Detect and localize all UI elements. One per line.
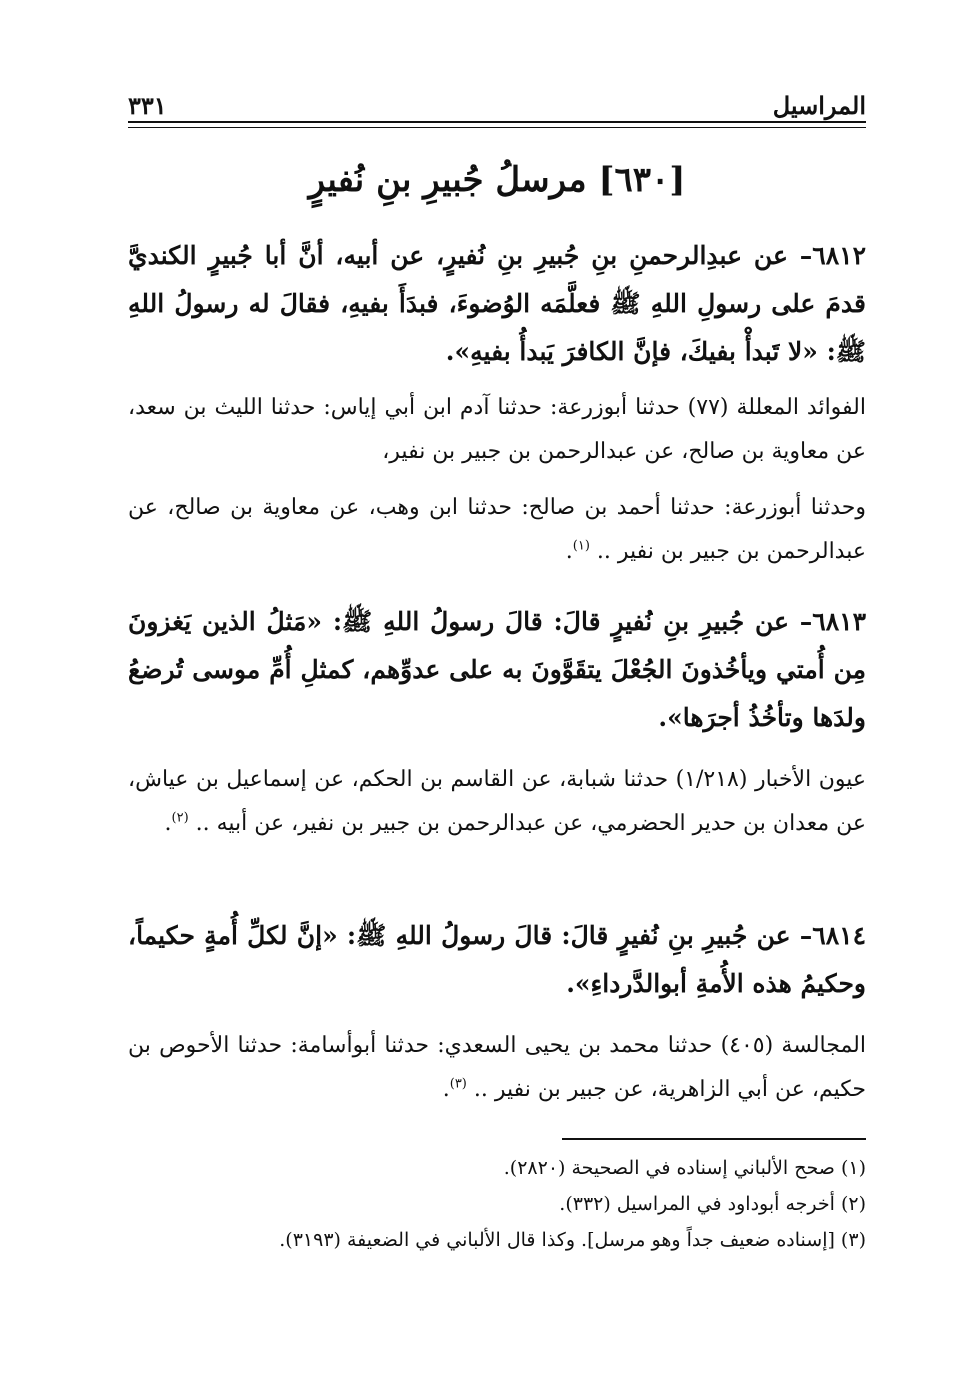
source-body: عيون الأخبار (١/٢١٨) حدثنا شبابة، عن القاسم بن الحكم، عن إسماعيل بن عياش، عن معدان بن حدير الحضرمي، عن عبدالرحمن بن جبير بن نفير، عن أبيه .. — [128, 767, 867, 836]
hadith-text: ٦٨١٢– عن عبدِالرحمنِ بنِ جُبيرِ بنِ نُفيرٍ، عن أبيه، أنَّ أبا جُبيرٍ الكنديَّ قدمَ على رسولِ اللهِ ﷺ فعلَّمَه الوُضوءَ، فبدَأَ بفيهِ، فقالَ له رسولُ اللهِ ﷺ: «لا تَبدأْ بفيكَ، فإنَّ الكافرَ يَبدأُ بفيهِ». — [128, 241, 866, 366]
running-title: المراسيل — [772, 91, 866, 120]
footnote: (١) صحح الألباني إسناده في الصحيحة (٢٨٢٠). — [503, 1157, 866, 1179]
footnote-separator — [562, 1138, 866, 1140]
footnote-ref: (٣) — [449, 1076, 467, 1092]
page-number: ٣٣١ — [128, 91, 167, 120]
chapter-title: [٦٣٠] مرسلُ جُبيرِ بنِ نُفيرٍ — [308, 160, 686, 200]
footnote: (٢) أخرجه أبوداود في المراسيل (٣٣٢). — [559, 1193, 866, 1215]
footnote-ref: (١) — [572, 538, 590, 554]
header-rule-thick — [128, 121, 866, 123]
running-header — [128, 84, 866, 120]
source-body: المجالسة (٤٠٥) حدثنا محمد بن يحيى السعدي: حدثنا أبوأسامة: حدثنا الأحوص بن حكيم، عن أبي الزاهرية، عن جبير بن نفير .. — [128, 1033, 866, 1102]
hadith-text: ٦٨١٣– عن جُبيرِ بنِ نُفيرٍ قالَ: قالَ رسولُ اللهِ ﷺ: «مَثلُ الذين يَغزونَ مِن أُمتي ويأخُذونَ الجُعْلَ يتقَوَّونَ به على عدوِّهم، كمثلِ أُمِّ موسى تُرضعُ ولدَها وتأخُذُ أجرَها». — [128, 607, 866, 732]
source-text: المجالسة (٤٠٥) حدثنا محمد بن يحيى السعدي: حدثنا أبوأسامة: حدثنا الأحوص بن حكيم، عن أبي الزاهرية، عن جبير بن نفير .. $^{(٣)}$. — [128, 1033, 866, 1102]
footnotes — [128, 1150, 866, 1258]
source-text: وحدثنا أبوزرعة: حدثنا أحمد بن صالح: حدثنا ابن وهب، عن معاوية بن صالح، عن عبدالرحمن بن جبير بن نفير .. $^{(١)}$. — [128, 495, 866, 564]
source-body: وحدثنا أبوزرعة: حدثنا أحمد بن صالح: حدثنا ابن وهب، عن معاوية بن صالح، عن عبدالرحمن بن جبير بن نفير .. — [128, 495, 866, 564]
source-text: الفوائد المعللة (٧٧) حدثنا أبوزرعة: حدثنا آدم ابن أبي إياس: حدثنا الليث بن سعد، عن معاوية بن صالح، عن عبدالرحمن بن جبير بن نفير، — [128, 395, 866, 464]
footnote: (٣) [إسناده ضعيف جداً وهو مرسل]. وكذا قال الألباني في الضعيفة (٣١٩٣). — [279, 1229, 866, 1251]
footnote-ref: (٢) — [171, 810, 189, 826]
header-rule-thin — [128, 127, 866, 128]
hadith-text: ٦٨١٤– عن جُبيرِ بنِ نُفيرٍ قالَ: قالَ رسولُ اللهِ ﷺ: «إنَّ لكلِّ أُمةٍ حكيماً، وحكيمُ هذه الأُمةِ أبوالدَّرداءِ». — [128, 921, 866, 998]
source-text: عيون الأخبار (١/٢١٨) حدثنا شبابة، عن القاسم بن الحكم، عن إسماعيل بن عياش، عن معدان بن حدير الحضرمي، عن عبدالرحمن بن جبير بن نفير، عن أبيه .. $^{(٢)}$. — [128, 767, 867, 836]
